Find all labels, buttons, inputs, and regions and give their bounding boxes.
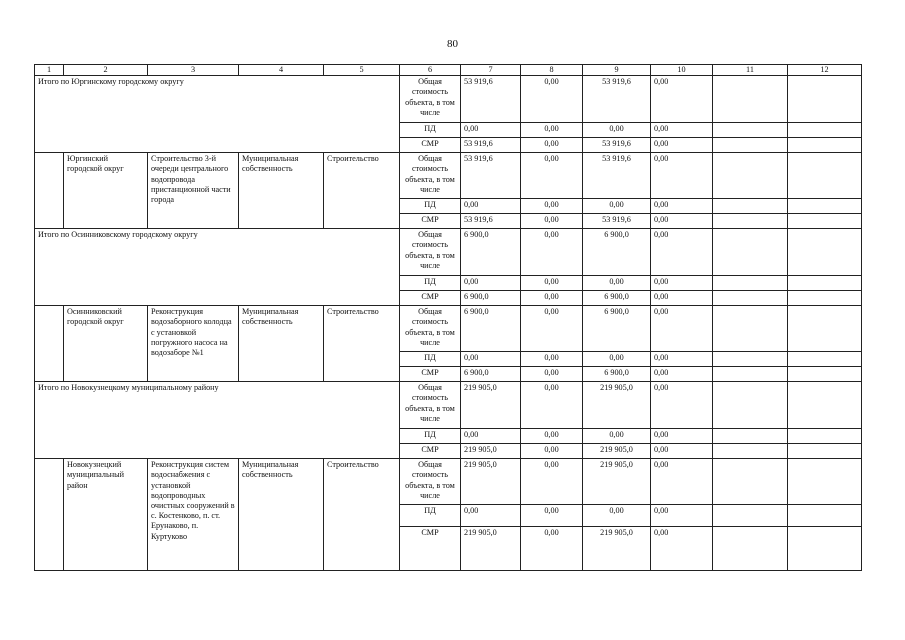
cost-type: ПД (400, 352, 461, 367)
cost-type: Общая стоимость объекта, в том числе (400, 76, 461, 123)
value-col8: 0,00 (521, 527, 583, 571)
value-col10: 0,00 (651, 123, 713, 138)
value-col8: 0,00 (521, 352, 583, 367)
value-col8: 0,00 (521, 138, 583, 153)
value-col9: 6 900,0 (583, 291, 651, 306)
value-col8: 0,00 (521, 306, 583, 352)
value-col7: 219 905,0 (461, 459, 521, 505)
value-col7: 219 905,0 (461, 382, 521, 429)
row-number-cell (35, 306, 64, 382)
total-label: Итого по Юргинскому городскому округу (35, 76, 400, 153)
value-col7: 0,00 (461, 199, 521, 214)
value-col11 (713, 382, 788, 429)
cost-type: ПД (400, 199, 461, 214)
value-col12 (788, 459, 862, 505)
cost-type: ПД (400, 429, 461, 444)
value-col10: 0,00 (651, 527, 713, 571)
cost-type: Общая стоимость объекта, в том числе (400, 229, 461, 276)
work-type: Строительство (324, 459, 400, 571)
value-col8: 0,00 (521, 153, 583, 199)
value-col9: 53 919,6 (583, 138, 651, 153)
cost-type: СМР (400, 367, 461, 382)
value-col8: 0,00 (521, 459, 583, 505)
value-col11 (713, 306, 788, 352)
cost-type: Общая стоимость объекта, в том числе (400, 382, 461, 429)
cost-type: СМР (400, 291, 461, 306)
value-col7: 53 919,6 (461, 153, 521, 199)
column-numbers-row (35, 65, 862, 76)
value-col7: 6 900,0 (461, 306, 521, 352)
value-col10: 0,00 (651, 459, 713, 505)
total-row (35, 382, 862, 429)
value-col12 (788, 444, 862, 459)
value-col11 (713, 214, 788, 229)
value-col10: 0,00 (651, 429, 713, 444)
value-col9: 0,00 (583, 199, 651, 214)
value-col11 (713, 367, 788, 382)
column-number: 10 (651, 65, 713, 76)
value-col11 (713, 123, 788, 138)
ownership: Муниципальная собственность (239, 459, 324, 571)
value-col7: 0,00 (461, 505, 521, 527)
value-col11 (713, 153, 788, 199)
cost-type: ПД (400, 505, 461, 527)
value-col9: 219 905,0 (583, 382, 651, 429)
value-col8: 0,00 (521, 123, 583, 138)
value-col12 (788, 276, 862, 291)
column-number: 11 (713, 65, 788, 76)
value-col10: 0,00 (651, 382, 713, 429)
value-col7: 0,00 (461, 276, 521, 291)
value-col11 (713, 505, 788, 527)
value-col10: 0,00 (651, 138, 713, 153)
value-col10: 0,00 (651, 367, 713, 382)
cost-type: СМР (400, 444, 461, 459)
value-col12 (788, 352, 862, 367)
value-col12 (788, 306, 862, 352)
detail-row (35, 459, 862, 505)
value-col11 (713, 459, 788, 505)
value-col9: 0,00 (583, 352, 651, 367)
value-col12 (788, 367, 862, 382)
value-col8: 0,00 (521, 229, 583, 276)
detail-row (35, 306, 862, 352)
value-col12 (788, 153, 862, 199)
column-number: 5 (324, 65, 400, 76)
page-number: 80 (447, 38, 458, 50)
value-col12 (788, 138, 862, 153)
column-number: 1 (35, 65, 64, 76)
value-col9: 6 900,0 (583, 367, 651, 382)
value-col9: 0,00 (583, 429, 651, 444)
value-col11 (713, 429, 788, 444)
value-col10: 0,00 (651, 306, 713, 352)
value-col12 (788, 229, 862, 276)
value-col11 (713, 76, 788, 123)
value-col9: 6 900,0 (583, 306, 651, 352)
cost-type: СМР (400, 214, 461, 229)
value-col7: 53 919,6 (461, 138, 521, 153)
object-name: Реконструкция водозаборного колодца с установкой погружного насоса на водозаборе №1 (148, 306, 239, 382)
value-col12 (788, 76, 862, 123)
value-col7: 0,00 (461, 123, 521, 138)
value-col7: 219 905,0 (461, 527, 521, 571)
value-col10: 0,00 (651, 76, 713, 123)
value-col12 (788, 291, 862, 306)
value-col7: 0,00 (461, 429, 521, 444)
total-row (35, 229, 862, 276)
cost-type: СМР (400, 527, 461, 571)
value-col11 (713, 444, 788, 459)
total-label: Итого по Новокузнецкому муниципальному району (35, 382, 400, 459)
column-number: 6 (400, 65, 461, 76)
value-col9: 0,00 (583, 505, 651, 527)
municipality: Юргинский городской округ (64, 153, 148, 229)
column-number: 9 (583, 65, 651, 76)
value-col9: 219 905,0 (583, 527, 651, 571)
value-col12 (788, 123, 862, 138)
value-col8: 0,00 (521, 199, 583, 214)
value-col12 (788, 199, 862, 214)
column-number: 3 (148, 65, 239, 76)
value-col10: 0,00 (651, 229, 713, 276)
value-col11 (713, 199, 788, 214)
value-col10: 0,00 (651, 199, 713, 214)
value-col9: 53 919,6 (583, 214, 651, 229)
value-col8: 0,00 (521, 291, 583, 306)
column-number: 4 (239, 65, 324, 76)
detail-row (35, 153, 862, 199)
total-label: Итого по Осинниковскому городскому округу (35, 229, 400, 306)
ownership: Муниципальная собственность (239, 306, 324, 382)
municipality: Осинниковский городской округ (64, 306, 148, 382)
value-col8: 0,00 (521, 76, 583, 123)
municipality: Новокузнецкий муниципальный район (64, 459, 148, 571)
value-col8: 0,00 (521, 214, 583, 229)
value-col11 (713, 229, 788, 276)
object-name: Строительство 3-й очереди центрального водопровода пристанционной части города (148, 153, 239, 229)
value-col7: 219 905,0 (461, 444, 521, 459)
column-number: 2 (64, 65, 148, 76)
cost-type: Общая стоимость объекта, в том числе (400, 153, 461, 199)
value-col11 (713, 138, 788, 153)
value-col12 (788, 505, 862, 527)
value-col12 (788, 214, 862, 229)
column-number: 8 (521, 65, 583, 76)
value-col9: 0,00 (583, 276, 651, 291)
value-col9: 53 919,6 (583, 76, 651, 123)
value-col7: 0,00 (461, 352, 521, 367)
value-col10: 0,00 (651, 291, 713, 306)
column-number: 7 (461, 65, 521, 76)
cost-type: ПД (400, 276, 461, 291)
value-col11 (713, 276, 788, 291)
value-col8: 0,00 (521, 276, 583, 291)
value-col7: 6 900,0 (461, 291, 521, 306)
value-col9: 219 905,0 (583, 459, 651, 505)
ownership: Муниципальная собственность (239, 153, 324, 229)
value-col10: 0,00 (651, 153, 713, 199)
value-col9: 53 919,6 (583, 153, 651, 199)
row-number-cell (35, 153, 64, 229)
value-col8: 0,00 (521, 505, 583, 527)
value-col8: 0,00 (521, 429, 583, 444)
object-name: Реконструкция систем водоснабжения с установкой водопроводных очистных сооружений в с. Костенково, п. ст. Ерунаково, п. Куртуково (148, 459, 239, 571)
value-col12 (788, 382, 862, 429)
total-row (35, 76, 862, 123)
value-col7: 53 919,6 (461, 214, 521, 229)
value-col9: 0,00 (583, 123, 651, 138)
value-col11 (713, 527, 788, 571)
cost-type: Общая стоимость объекта, в том числе (400, 306, 461, 352)
row-number-cell (35, 459, 64, 571)
value-col11 (713, 291, 788, 306)
value-col10: 0,00 (651, 352, 713, 367)
value-col10: 0,00 (651, 505, 713, 527)
value-col10: 0,00 (651, 214, 713, 229)
value-col10: 0,00 (651, 444, 713, 459)
value-col9: 219 905,0 (583, 444, 651, 459)
cost-type: СМР (400, 138, 461, 153)
cost-type: ПД (400, 123, 461, 138)
value-col7: 6 900,0 (461, 367, 521, 382)
value-col8: 0,00 (521, 382, 583, 429)
value-col12 (788, 429, 862, 444)
value-col7: 6 900,0 (461, 229, 521, 276)
work-type: Строительство (324, 153, 400, 229)
value-col11 (713, 352, 788, 367)
value-col9: 6 900,0 (583, 229, 651, 276)
work-type: Строительство (324, 306, 400, 382)
value-col12 (788, 527, 862, 571)
value-col7: 53 919,6 (461, 76, 521, 123)
cost-type: Общая стоимость объекта, в том числе (400, 459, 461, 505)
value-col8: 0,00 (521, 367, 583, 382)
value-col8: 0,00 (521, 444, 583, 459)
column-number: 12 (788, 65, 862, 76)
value-col10: 0,00 (651, 276, 713, 291)
object-cost-table (34, 64, 862, 571)
